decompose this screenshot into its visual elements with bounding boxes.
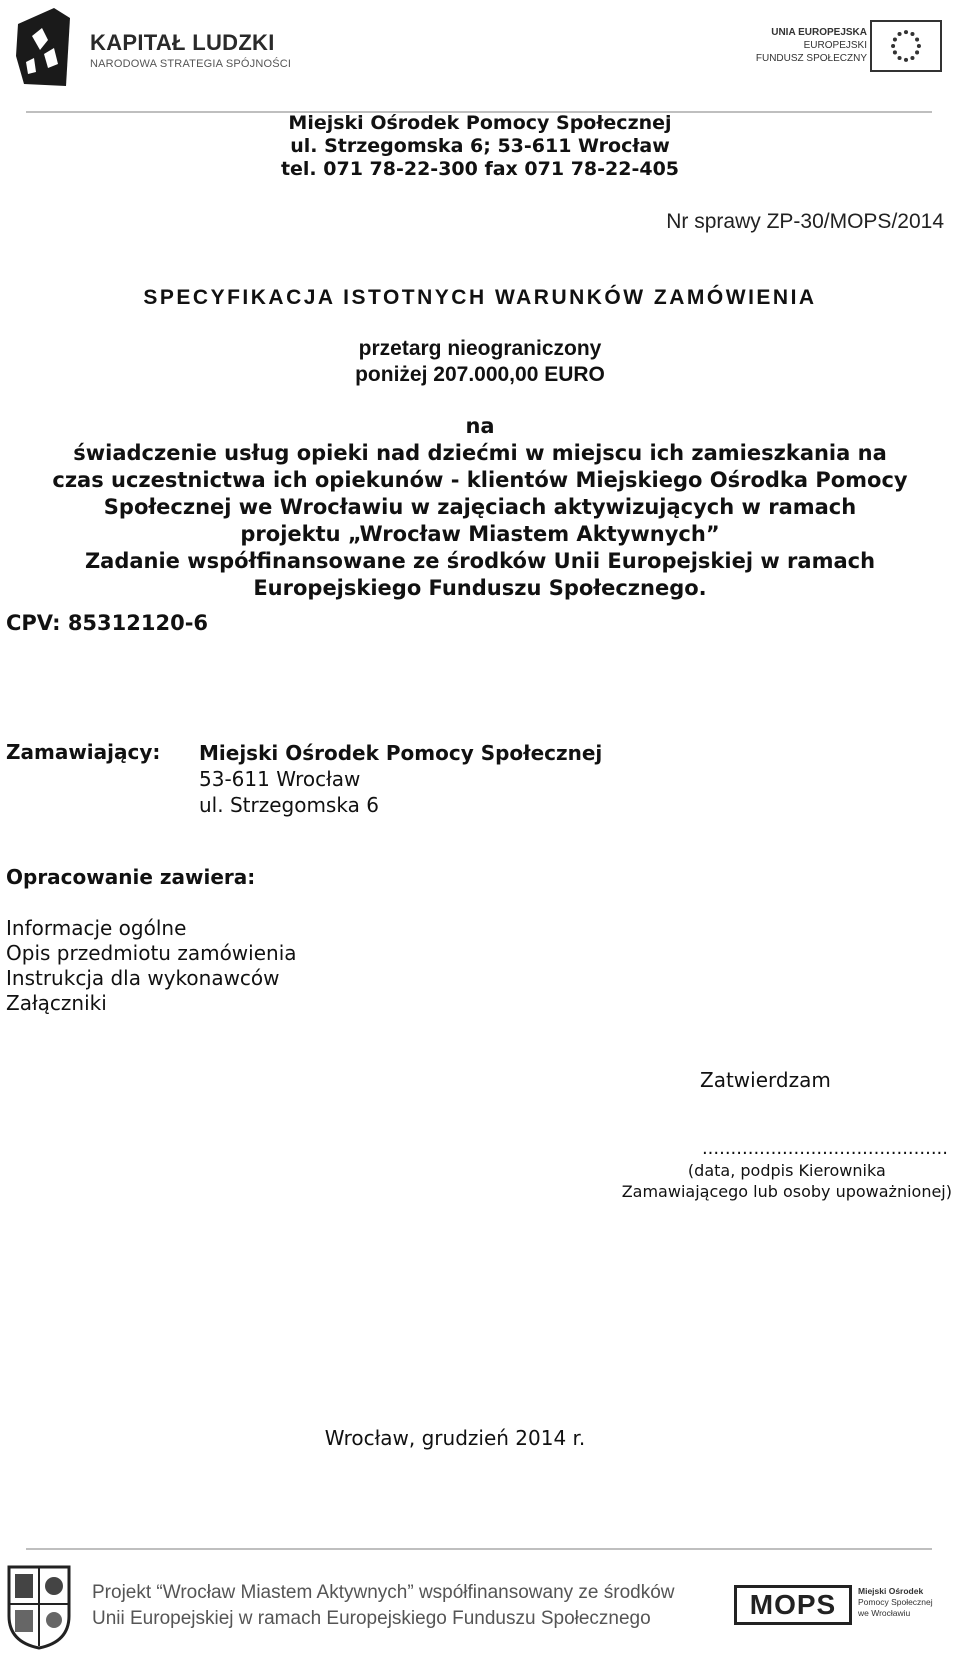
address-line-1: Miejski Ośrodek Pomocy Społecznej xyxy=(288,112,672,134)
ordering-party-details xyxy=(199,740,602,818)
mops-caption-line-2: Pomocy Społecznej xyxy=(858,1597,933,1607)
kapital-ludzki-title: KAPITAŁ LUDZKI xyxy=(90,30,275,55)
signature-caption-line-2: Zamawiającego lub osoby upoważnionej) xyxy=(621,1182,952,1201)
subject-block xyxy=(0,440,960,602)
tender-line-1: przetarg nieograniczony xyxy=(358,337,602,360)
ordering-party-label: Zamawiający: xyxy=(6,740,161,764)
subject-line-6: Europejskiego Funduszu Społecznego. xyxy=(253,576,707,600)
contents-list xyxy=(6,916,297,1016)
list-item: Instrukcja dla wykonawców xyxy=(6,966,280,990)
footer-text xyxy=(92,1580,675,1632)
footer-line-2: Unii Europejskiej w ramach Europejskiego Funduszu Społecznego xyxy=(92,1608,651,1629)
document-title: SPECYFIKACJA ISTOTNYCH WARUNKÓW ZAMÓWIENIA xyxy=(143,286,817,309)
subject-line-5: Zadanie współfinansowane ze środków Unii Europejskiej w ramach xyxy=(84,549,876,573)
kapital-ludzki-text xyxy=(90,30,291,70)
list-item: Załączniki xyxy=(6,991,107,1015)
address-line-3: tel. 071 78-22-300 fax 071 78-22-405 xyxy=(280,158,680,180)
cpv-code: CPV: 85312120-6 xyxy=(6,611,209,635)
address-line-2: ul. Strzegomska 6; 53-611 Wrocław xyxy=(290,135,670,157)
signature-caption xyxy=(622,1160,952,1202)
mops-logo: MOPS xyxy=(734,1585,852,1625)
case-number: Nr sprawy ZP-30/MOPS/2014 xyxy=(666,210,944,233)
ordering-party-city: 53-611 Wrocław xyxy=(199,767,361,791)
subject-line-2: czas uczestnictwa ich opiekunów - klientów Miejskiego Ośrodka Pomocy xyxy=(52,468,908,492)
eu-flag-icon xyxy=(870,20,942,72)
tender-line-2: poniżej 207.000,00 EURO xyxy=(355,363,605,386)
kapital-ludzki-logo-icon xyxy=(14,6,74,88)
ordering-party-street: ul. Strzegomska 6 xyxy=(199,793,379,817)
eu-line-3: FUNDUSZ SPOŁECZNY xyxy=(755,53,867,64)
ordering-party-name: Miejski Ośrodek Pomocy Społecznej xyxy=(199,741,603,765)
place-and-date: Wrocław, grudzień 2014 r. xyxy=(324,1426,586,1450)
approval-label: Zatwierdzam xyxy=(700,1068,831,1092)
subject-line-4: projektu „Wrocław Miastem Aktywnych” xyxy=(240,522,720,546)
address-block xyxy=(0,112,960,181)
na-word: na xyxy=(465,414,495,438)
mops-caption-line-1: Miejski Ośrodek xyxy=(858,1586,924,1596)
signature-dots: ........................................... xyxy=(701,1138,948,1159)
wroclaw-crest-icon xyxy=(6,1564,72,1650)
tender-mode xyxy=(0,336,960,388)
kapital-ludzki-subtitle: NARODOWA STRATEGIA SPÓJNOŚCI xyxy=(90,58,292,70)
eu-line-1: UNIA EUROPEJSKA xyxy=(771,27,867,38)
subject-line-1: świadczenie usług opieki nad dziećmi w miejscu ich zamieszkania na xyxy=(73,441,887,465)
eu-text xyxy=(756,26,867,65)
mops-caption xyxy=(858,1586,933,1619)
signature-caption-line-1: (data, podpis Kierownika xyxy=(687,1161,886,1180)
contents-heading: Opracowanie zawiera: xyxy=(6,865,256,889)
footer-line-1: Projekt “Wrocław Miastem Aktywnych” współfinansowany ze środków xyxy=(92,1582,675,1603)
subject-line-3: Społecznej we Wrocławiu w zajęciach aktywizujących w ramach xyxy=(103,495,857,519)
footer-divider xyxy=(26,1548,932,1550)
list-item: Informacje ogólne xyxy=(6,916,187,940)
mops-caption-line-3: we Wrocławiu xyxy=(858,1608,911,1618)
list-item: Opis przedmiotu zamówienia xyxy=(6,941,297,965)
eu-line-2: EUROPEJSKI xyxy=(803,40,867,51)
